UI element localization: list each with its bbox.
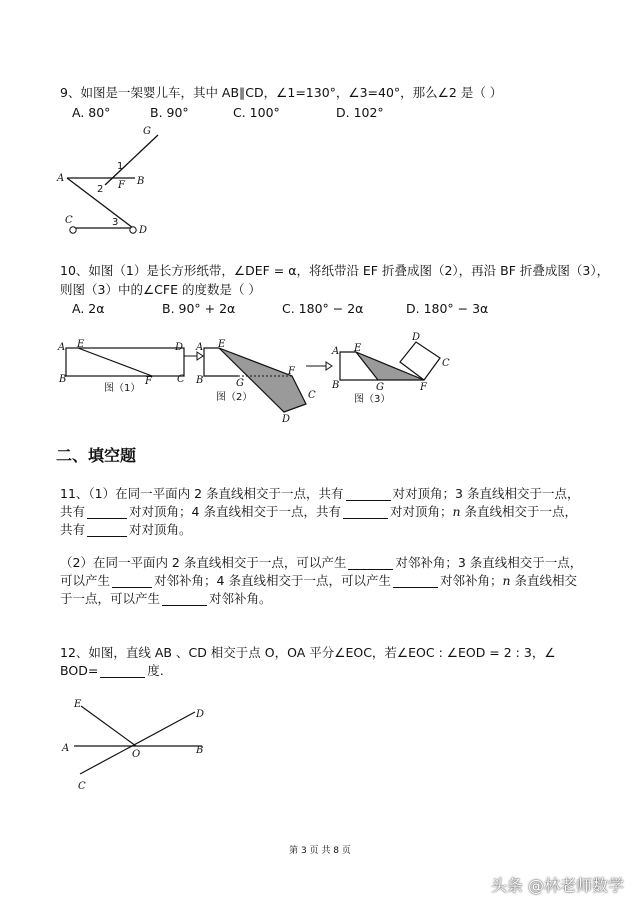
q12-label-b: B xyxy=(196,745,204,756)
q10-fig3-label-g: G xyxy=(376,382,384,393)
q9-label-1: 1 xyxy=(117,161,124,172)
q10-fig2-label-c: C xyxy=(308,390,316,401)
q11-blank-6[interactable] xyxy=(112,574,152,588)
q10-fig1-label-f: F xyxy=(145,376,152,387)
q11-blank-2[interactable] xyxy=(87,505,127,519)
q10-folding-figures xyxy=(56,328,476,426)
q11-part2-line3: 于一点，可以产生 对邻补角。 xyxy=(60,591,272,606)
q10-fig2-label-f: F xyxy=(288,366,295,377)
q12-label-a: A xyxy=(62,743,70,754)
q9-label-a: A xyxy=(57,173,65,184)
q9-option-b: B. 90° xyxy=(150,105,189,120)
page-footer: 第 3 页 共 8 页 xyxy=(289,846,351,856)
q10-caption-2: 图（2） xyxy=(216,392,253,403)
q10-option-b: B. 90° + 2α xyxy=(162,301,236,316)
q10-fig2-label-d: D xyxy=(282,414,291,425)
q10-option-c: C. 180° − 2α xyxy=(282,301,364,316)
q10-stem-line1: 10、如图（1）是长方形纸带，∠DEF = α，将纸带沿 EF 折叠成图（2），再沿 BF 折叠成图（3）， xyxy=(60,263,610,278)
q11-blank-1[interactable] xyxy=(346,487,391,501)
q12-intersecting-lines-figure xyxy=(58,696,218,796)
q11-part2-line1: （2）在同一平面内 2 条直线相交于一点，可以产生 对邻补角；3 条直线相交于一点， xyxy=(60,555,583,570)
q10-fig2-label-e: E xyxy=(218,339,226,350)
q10-option-d: D. 180° − 3α xyxy=(406,301,489,316)
q11-blank-7[interactable] xyxy=(393,574,438,588)
q10-fig1-label-b: B xyxy=(59,374,67,385)
q10-fig3-label-e: E xyxy=(354,343,362,354)
q11-blank-4[interactable] xyxy=(87,523,127,537)
q11-part2-line2: 可以产生 对邻补角；4 条直线相交于一点，可以产生 对邻补角；n 条直线相交 xyxy=(60,573,578,588)
q10-fig2-label-a: A xyxy=(196,342,204,353)
q12-label-d: D xyxy=(196,709,205,720)
q9-label-c: C xyxy=(65,215,73,226)
q9-stroller-figure xyxy=(55,120,175,240)
watermark: 头条 @林老师数学 xyxy=(490,876,624,895)
q9-label-f: F xyxy=(118,180,125,191)
q12-label-e: E xyxy=(74,699,82,710)
section-title: 二、填空题 xyxy=(56,446,137,465)
q11-blank-8[interactable] xyxy=(162,592,207,606)
q11-blank-5[interactable] xyxy=(348,556,393,570)
q12-stem-line1: 12、如图，直线 AB 、CD 相交于点 O，OA 平分∠EOC，若∠EOC : ∠EOD = 2 : 3，∠ xyxy=(60,645,556,660)
q9-label-d: D xyxy=(139,225,148,236)
q10-caption-3: 图（3） xyxy=(354,394,391,405)
q9-option-a: A. 80° xyxy=(72,105,111,120)
q12-label-c: C xyxy=(78,781,86,792)
q9-label-g: G xyxy=(143,126,151,137)
q11-part1-line3: 共有 对对顶角。 xyxy=(60,522,192,537)
q10-fig3-label-f: F xyxy=(420,382,427,393)
q12-label-o: O xyxy=(132,749,141,760)
q10-caption-1: 图（1） xyxy=(104,383,141,394)
q10-fig1-label-c: C xyxy=(177,374,185,385)
q10-fig3-label-c: C xyxy=(442,358,450,369)
q9-label-3: 3 xyxy=(112,217,119,228)
q9-stem: 9、如图是一架婴儿车，其中 AB∥CD，∠1=130°，∠3=40°，那么∠2 是（ ） xyxy=(60,85,503,100)
q12-blank[interactable] xyxy=(100,664,145,678)
q9-label-b: B xyxy=(137,176,145,187)
q11-part1-line1: 11、（1）在同一平面内 2 条直线相交于一点，共有 对对顶角；3 条直线相交于一点， xyxy=(60,486,580,501)
q10-fig1-label-e: E xyxy=(77,339,85,350)
q9-option-d: D. 102° xyxy=(336,105,384,120)
q10-fig3-label-a: A xyxy=(332,346,340,357)
q11-blank-3[interactable] xyxy=(343,505,388,519)
q11-part1-line2: 共有 对对顶角；4 条直线相交于一点，共有 对对顶角；n 条直线相交于一点， xyxy=(60,504,578,519)
q12-stem-line2: BOD= 度. xyxy=(60,663,164,678)
q10-fig3-label-b: B xyxy=(332,380,340,391)
q10-stem-line2: 则图（3）中的∠CFE 的度数是（ ） xyxy=(60,282,261,297)
q10-option-a: A. 2α xyxy=(72,301,105,316)
q10-fig2-label-b: B xyxy=(196,375,204,386)
q9-option-c: C. 100° xyxy=(233,105,280,120)
q10-fig1-label-d: D xyxy=(175,342,184,353)
q10-fig2-label-g: G xyxy=(236,378,244,389)
q10-fig3-label-d: D xyxy=(412,332,421,343)
q10-fig1-label-a: A xyxy=(58,342,66,353)
q9-label-2: 2 xyxy=(97,184,104,195)
